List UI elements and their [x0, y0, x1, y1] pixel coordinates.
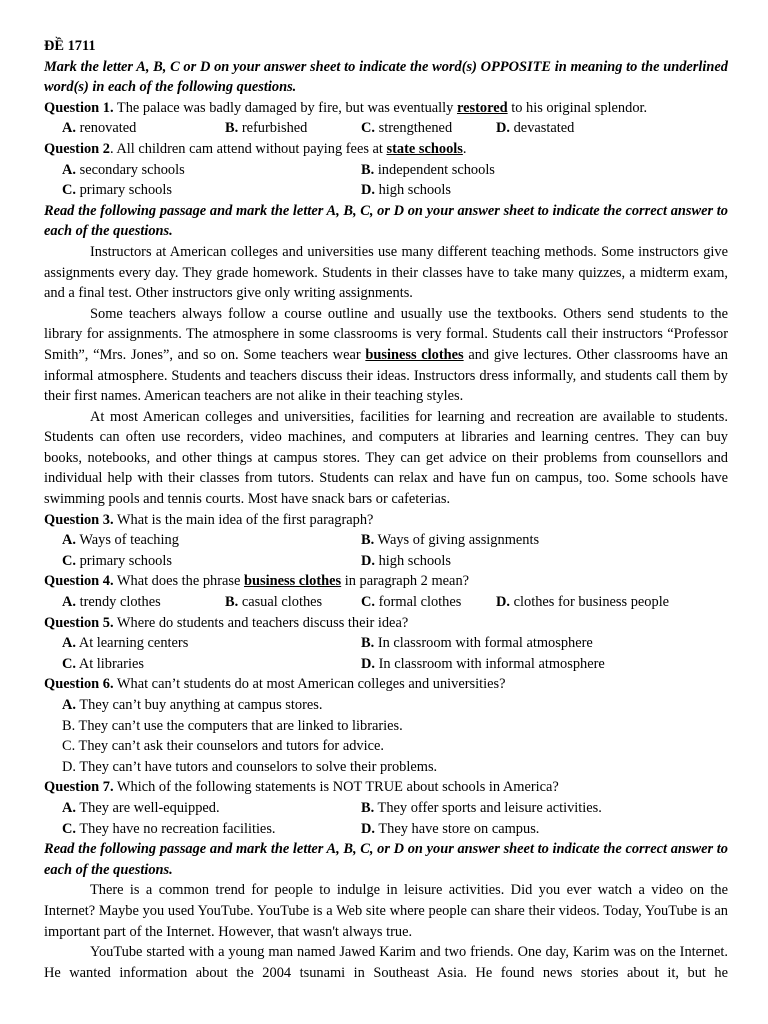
option-c[interactable]: C. primary schools	[62, 182, 172, 199]
options-row	[44, 551, 728, 572]
question-text: Which of the following statements is NOT TRUE about schools in America?	[113, 779, 559, 796]
option-c[interactable]: C. They have no recreation facilities.	[62, 820, 276, 837]
question-text: Where do students and teachers discuss their idea?	[113, 614, 409, 631]
option-a[interactable]: A. Ways of teaching	[62, 532, 179, 549]
option-a[interactable]: A. They are well-equipped.	[62, 799, 220, 816]
section2-instruction: Read the following passage and mark the letter A, B, C, or D on your answer sheet to indicate the correct answer to each of the questions.	[44, 202, 728, 240]
question-7	[44, 777, 728, 798]
options-row	[44, 633, 728, 654]
options-row	[44, 798, 728, 819]
passage-paragraph-1: There is a common trend for people to indulge in leisure activities. Did you ever watch a video on the Internet? Maybe you used YouTube. YouTube is a Web site where people can share their videos. Today, YouTube is an important part of the Internet. However, that wasn't always true.	[44, 882, 728, 940]
question-3	[44, 510, 728, 531]
option-b[interactable]: B. refurbished	[225, 120, 308, 137]
option-c[interactable]: C. At libraries	[62, 655, 144, 672]
passage-paragraph-2: Some teachers always follow a course outline and usually use the textbooks. Others send students to the library for assignments. The atmosphere in some classrooms is very formal. Students call their instructors “Professor Smith”, “Mrs. Jones”, and so on. Some teachers wear business clothes and give lectures. Other classrooms have an informal atmosphere. Students and teachers discuss their ideas. Instructors dress informally, and students call them by their first names. American teachers are not alike in their teaching styles.	[44, 305, 728, 405]
section1-instruction: Mark the letter A, B, C or D on your answer sheet to indicate the word(s) OPPOSITE in meaning to the underlined word(s) in each of the following questions.	[44, 58, 728, 96]
passage-paragraph-2: YouTube started with a young man named Jawed Karim and two friends. One day, Karim was on the Internet. He wanted information about the 2004 tsunami in Southeast Asia. He found news stories about it, but he	[44, 944, 728, 981]
option-b[interactable]: B. Ways of giving assignments	[361, 532, 540, 549]
exam-code: ĐỀ 1711	[44, 38, 96, 54]
option-d[interactable]: D. In classroom with informal atmosphere	[361, 655, 605, 672]
underlined-phrase: business clothes	[244, 573, 342, 590]
option-b[interactable]: B. casual clothes	[225, 594, 323, 611]
question-label: Question 6.	[44, 676, 114, 693]
option-d[interactable]: D. clothes for business people	[496, 594, 670, 611]
question-label: Question 5.	[44, 614, 114, 631]
question-label: Question 4.	[44, 573, 114, 590]
question-label: Question 2	[44, 140, 110, 157]
question-label: Question 3.	[44, 511, 114, 528]
option-d[interactable]: D. high schools	[361, 182, 451, 199]
option-b[interactable]: B. They offer sports and leisure activities.	[361, 799, 602, 816]
question-text: . All children cam attend without paying fees at	[109, 140, 387, 157]
options-row	[44, 530, 728, 551]
section3-instruction: Read the following passage and mark the letter A, B, C, or D on your answer sheet to indicate the correct answer to each of the questions.	[44, 841, 728, 878]
option-c[interactable]: C. primary schools	[62, 552, 172, 569]
question-2: Question 2. All children cam attend without paying fees at state schools.	[44, 140, 467, 157]
question-4: Question 4. What does the phrase business clothes in paragraph 2 mean?	[44, 573, 470, 590]
passage-paragraph-3: At most American colleges and universities, facilities for learning and recreation are available to students. Students can often use recorders, video machines, and computers at libraries and learning centres. They can buy books, notebooks, and other things at campus stores. They can get advice on their problems from counsellors and individual help with their classes from tutors. Students can relax and have fun on campus, too. Some schools have swimming pools and tennis courts. Most have snack bars or cafeterias.	[44, 408, 728, 508]
options-row	[44, 592, 728, 613]
option-a[interactable]: A. secondary schools	[62, 161, 185, 178]
question-text: What is the main idea of the first paragraph?	[113, 511, 374, 528]
options-row	[44, 819, 728, 840]
options-row	[44, 160, 728, 181]
exam-page	[44, 36, 728, 983]
passage-paragraph-1: Instructors at American colleges and universities use many different teaching methods. Some instructors give assignments every day. They grade homework. Students in their classes have to take many quizzes, a midterm exam, and a final test. Other instructors give only writing assignments.	[44, 243, 728, 302]
question-text: to his original splendor.	[507, 99, 648, 116]
options-row	[44, 654, 728, 675]
question-6	[44, 674, 728, 695]
question-5	[44, 613, 728, 634]
options-row	[44, 118, 728, 139]
option-b[interactable]: B. They can’t use the computers that are linked to libraries.	[62, 717, 403, 734]
option-d[interactable]: D. They have store on campus.	[361, 820, 540, 837]
underlined-word: restored	[456, 99, 508, 116]
option-b[interactable]: B. independent schools	[361, 161, 495, 178]
option-c[interactable]: C. strengthened	[361, 120, 453, 137]
option-a[interactable]: A. At learning centers	[62, 635, 189, 652]
option-b[interactable]: B. In classroom with formal atmosphere	[361, 635, 593, 652]
underlined-word: state schools	[386, 140, 463, 157]
option-a[interactable]: A. trendy clothes	[62, 594, 161, 611]
question-1	[44, 98, 728, 119]
option-d[interactable]: D. They can’t have tutors and counselors to solve their problems.	[62, 758, 438, 775]
option-d[interactable]: D. devastated	[496, 120, 575, 137]
question-text: The palace was badly damaged by fire, but was eventually	[116, 99, 457, 116]
option-d[interactable]: D. high schools	[361, 552, 451, 569]
options-row	[44, 180, 728, 201]
underlined-phrase: business clothes	[365, 346, 464, 363]
option-c[interactable]: C. formal clothes	[361, 594, 462, 611]
question-label: Question 1.	[44, 99, 114, 116]
question-label: Question 7.	[44, 779, 114, 796]
option-a[interactable]: A. renovated	[62, 120, 137, 137]
question-text: What can’t students do at most American colleges and universities?	[113, 676, 506, 693]
option-a[interactable]: A. They can’t buy anything at campus stores.	[62, 697, 323, 713]
option-c[interactable]: C. They can’t ask their counselors and tutors for advice.	[62, 738, 384, 755]
